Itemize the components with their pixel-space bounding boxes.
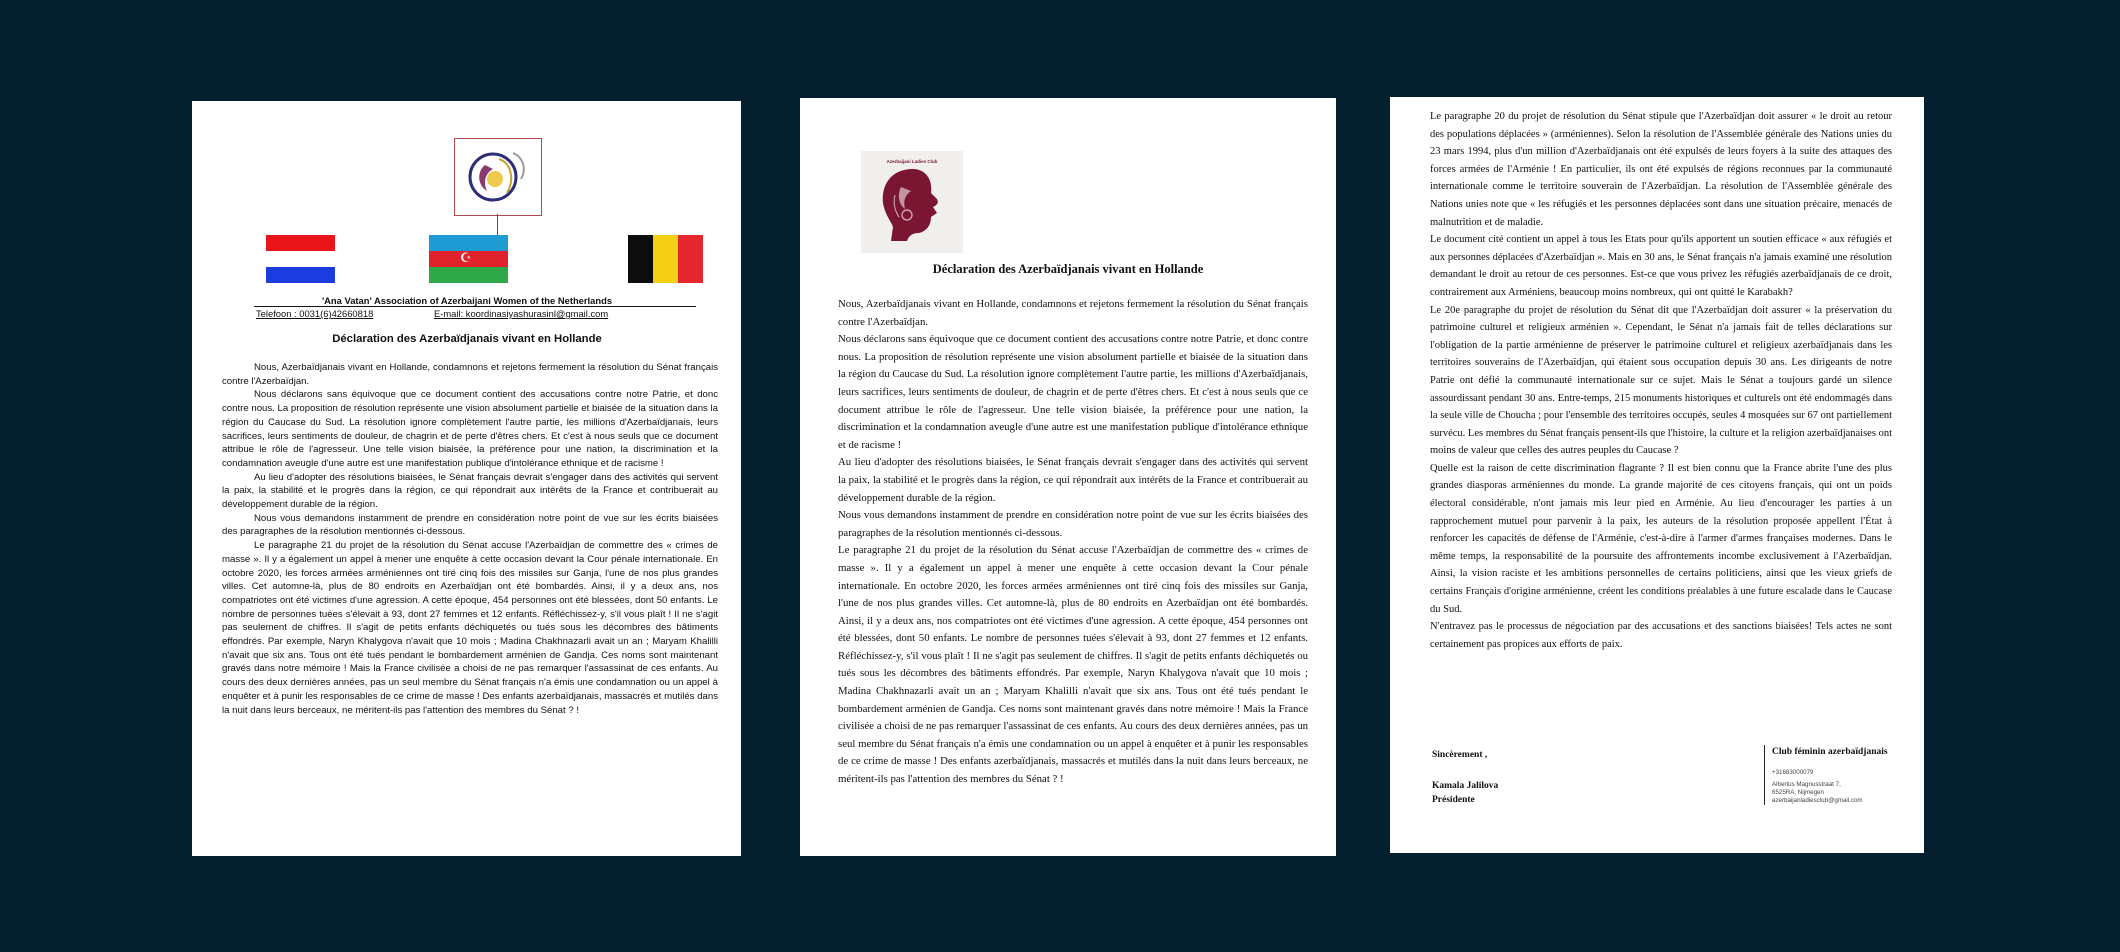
woman-profile-icon — [861, 151, 963, 253]
club-phone: +31683000079 — [1772, 769, 1814, 776]
paragraph: Quelle est la raison de cette discrimination flagrante ? Il est bien connu que la France abrite l'une des plus grandes diasporas arméniennes du monde. La grande majorité de ces citoyens français, qui ont un poids électoral considérable, n'ont jamais mis leur pied en Arménie. Au lieu d'encourager les parties à un rapprochement mutuel pour parvenir à la paix, les auteurs de la résolution proposée appellent l'État à renforcer les capacités de défense de l'Arménie, c'est-à-dire à l'armer d'armes françaises modernes. Dans le même temps, la responsabilité de la poursuite des affrontements incombe exclusivement à l'Azerbaïdjan. Ainsi, la vision raciste et les ambitions personnelles de certains politiciens, ainsi que les vieux griefs de certains Français d'origine arménienne, créent les conditions préalables à une future escalade dans le Caucase du Sud. — [1430, 462, 1892, 615]
phone-number: Telefoon : 0031(6)42660818 — [256, 308, 374, 319]
document-page-2 — [800, 98, 1336, 856]
paragraph: Au lieu d'adopter des résolutions biaisées, le Sénat français devrait s'engager dans des activités qui servent la paix, la stabilité et le progrès dans la région, ce qui répondrait aux intérêts de la France et contribuerait au développement durable de la région. — [222, 471, 718, 511]
logo-caption: Azerbaijani Ladies Club — [886, 159, 938, 164]
closing-salutation: Sincèrement , — [1432, 750, 1488, 760]
signer-role: Présidente — [1432, 795, 1475, 805]
document-title: Déclaration des Azerbaïdjanais vivant en Hollande — [932, 262, 1204, 276]
document-body — [222, 361, 718, 717]
document-title: Déclaration des Azerbaïdjanais vivant en Hollande — [332, 333, 602, 345]
paragraph: Le document cité contient un appel à tous les Etats pour qu'ils apportent un soutien efficace « aux réfugiés et aux personnes déplacées d'Azerbaïdjan ». Mais en 30 ans, le Sénat français n'a jamais examiné une résolution demandant le droit au retour de ces personnes. Est-ce que vous privez les réfugiés azerbaïdjanais de ce droit, contrairement aux Arméniens, beaucoup moins nombreux, qui ont quitté le Karabakh? — [1430, 234, 1892, 298]
email-address: E-mail: koordinasiyashurasinl@gmail.com — [434, 308, 609, 319]
paragraph: Le paragraphe 20 du projet de résolution du Sénat stipule que l'Azerbaïdjan doit assurer « le droit au retour des populations déplacées » (arméniennes). Selon la résolution de l'Assemblée générale des Nations unies du 23 mars 1994, plus d'un million d'Azerbaïdjanais ont été expulsés de leurs foyers à la suite des attaques des forces armées de l'Arménie ! En particulier, ils ont été expulsés de régions reconnues par la communauté internationale comme le territoire souverain de l'Azerbaïdjan. La résolution de l'Assemblée générale des Nations unies note que « les réfugiés et les personnes déplacées sont dans une situation précaire, menacés de malnutrition et de maladie. — [1430, 111, 1892, 228]
ladies-club-logo — [861, 151, 963, 253]
association-logo — [454, 138, 542, 216]
paragraph: Le 20e paragraphe du projet de résolution du Sénat dit que l'Azerbaïdjan doit assurer « la préservation du patrimoine culturel et religieux arménien ». Cependant, le Sénat n'a jamais fait de telles déclarations sur l'obligation de la partie arménienne de préserver le patrimoine culturel et religieux azerbaïdjanais dans les territoires souverains de l'Azerbaïdjan, qui étaient sous occupation depuis 30 ans. Les dirigeants de notre Patrie ont défié la communauté internationale sur ce sujet. Mais le Sénat a toujours gardé un silence assourdissant pendant 30 ans. Entre-temps, 215 monuments historiques et culturels ont été endommagés dans la seule ville de Choucha ; pour l'ensemble des territoires occupés, seules 4 mosquées sur 67 ont partiellement survécu. Les membres du Sénat français pensent-ils que l'histoire, la culture et la religion azerbaïdjanaises ont moins de valeur que celles des autres peuples du Caucase ? — [1430, 304, 1893, 457]
netherlands-flag-icon — [266, 235, 335, 283]
club-address-line-2: 6525RA, Nijmegen — [1772, 789, 1824, 796]
paragraph: Nous vous demandons instamment de prendre en considération notre point de vue sur les écrits biaisées des paragraphes de la résolution mentionnés ci-dessous. — [222, 512, 718, 538]
club-address-line-1: Albertus Magnusstraat 7, — [1772, 781, 1841, 788]
document-body — [1430, 108, 1892, 653]
paragraph: Nous, Azerbaïdjanais vivant en Hollande, condamnons et rejetons fermement la résolution du Sénat français contre l'Azerbaïdjan. — [838, 298, 1308, 328]
paragraph: Nous vous demandons instamment de prendre en considération notre point de vue sur les écrits biaisées des paragraphes de la résolution mentionnés ci-dessous. — [838, 509, 1308, 539]
paragraph: Le paragraphe 21 du projet de la résolution du Sénat accuse l'Azerbaïdjan de commettre des « crimes de masse ». Il y a également un appel à mener une enquête à cette occasion devant la Cour pénale internationale. En octobre 2020, les forces armées arméniennes ont tiré cinq fois des missiles sur Ganja, l'une de nos plus grandes villes. Cet automne-là, plus de 80 endroits en Azerbaïdjan ont été bombardés. Ainsi, il y a deux ans, nos compatriotes ont été victimes d'une agression. A cette époque, 454 personnes ont été blessées, dont 50 enfants. Le nombre de personnes tuées s'élevait à 93, dont 27 femmes et 12 enfants. Réfléchissez-y, s'il vous plaît ! Il ne s'agit pas seulement de chiffres. Il s'agit de petits enfants déchiquetés ou tués sous les décombres des bâtiments effondrés. Par exemple, Naryn Khalygova n'avait que 10 mois ; Madina Chakhnazarli avait un an ; Maryam Khalilli n'avait que six ans. Tous ont été tués pendant le bombardement arménien de Gandja. Ces noms sont maintenant gravés dans notre mémoire ! Mais la France civilisée a choisi de ne pas remarquer l'assassinat de ces enfants. Au cours des deux dernières années, pas un seul membre du Sénat français n'a émis une condamnation ou un appel à enquêter et à punir les responsables de ce crime de masse ! Des enfants azerbaïdjanais, massacrés et mutilés dans la nuit dans leurs berceaux, ne méritent-ils pas l'attention des membres du Sénat ? ! — [222, 540, 718, 716]
club-name: Club féminin azerbaïdjanais — [1772, 747, 1888, 757]
paragraph: N'entravez pas le processus de négociation par des accusations et des sanctions biaisées! Tels actes ne sont certainement pas propices aux efforts de paix. — [1430, 621, 1892, 650]
document-page-1 — [192, 101, 741, 856]
signature-divider — [1764, 745, 1765, 805]
header-rule — [254, 306, 696, 307]
paragraph: Au lieu d'adopter des résolutions biaisées, le Sénat français devrait s'engager dans des activités qui servent la paix, la stabilité et le progrès dans la région, ce qui répondrait aux intérêts de la France et contribuerait au développement durable de la région. — [838, 456, 1308, 504]
logo-connector-line — [497, 214, 498, 235]
azerbaijan-flag-icon: ☪ — [429, 235, 508, 283]
paragraph: Nous déclarons sans équivoque que ce document contient des accusations contre notre Patrie, et donc contre nous. La proposition de résolution représente une vision absolument partielle et biaisée de la situation dans la région du Caucase du Sud. La résolution ignore complètement l'autre partie, les millions d'Azerbaïdjanais, leurs sacrifices, leurs sentiments de douleur, de chagrin et de perte d'êtres chers. Et c'est à nous seuls que ce document attribue le rôle de l'agresseur. Une telle vision biaisée, la préférence pour une nation, la discrimination et la condamnation aveugle d'une autre est une manifestation publique d'intolérance ethnique et de racisme ! — [838, 333, 1308, 451]
club-email: azerbaijanladiesclub@gmail.com — [1772, 797, 1863, 804]
belgium-flag-icon — [628, 235, 703, 283]
document-body — [838, 296, 1308, 789]
signer-name: Kamala Jalilova — [1432, 781, 1499, 791]
paragraph: Le paragraphe 21 du projet de la résolution du Sénat accuse l'Azerbaïdjan de commettre des « crimes de masse ». Il y a également un appel à mener une enquête à cette occasion devant la Cour pénale internationale. En octobre 2020, les forces armées arméniennes ont tiré cinq fois des missiles sur Ganja, l'une de nos plus grandes villes. Cet automne-là, plus de 80 endroits en Azerbaïdjan ont été bombardés. Ainsi, il y a deux ans, nos compatriotes ont été victimes d'une agression. A cette époque, 454 personnes ont été blessées, dont 50 enfants. Le nombre de personnes tuées s'élevait à 93, dont 27 femmes et 12 enfants. Réfléchissez-y, s'il vous plaît ! Il ne s'agit pas seulement de chiffres. Il s'agit de petits enfants déchiquetés ou tués sous les décombres des bâtiments effondrés. Par exemple, Naryn Khalygova n'avait que 10 mois ; Madina Chakhnazarli avait un an ; Maryam Khalilli n'avait que six ans. Tous ont été tués pendant le bombardement arménien de Gandja. Ces noms sont maintenant gravés dans notre mémoire ! Mais la France civilisée a choisi de ne pas remarquer l'assassinat de ces enfants. Au cours des deux dernières années, pas un seul membre du Sénat français n'a émis une condamnation ou un appel à enquêter et à punir les responsables de ce crime de masse ! Des enfants azerbaïdjanais, massacrés et mutilés dans la nuit dans leurs berceaux, ne méritent-ils pas l'attention des membres du Sénat ? ! — [838, 544, 1308, 786]
paragraph: Nous, Azerbaïdjanais vivant en Hollande, condamnons et rejetons fermement la résolution du Sénat français contre l'Azerbaïdjan. — [222, 362, 718, 387]
mother-child-emblem-icon — [455, 139, 541, 215]
paragraph: Nous déclarons sans équivoque que ce document contient des accusations contre notre Patrie, et donc contre nous. La proposition de résolution représente une vision absolument partielle et biaisée de la situation dans la région du Caucase du Sud. La résolution ignore complètement l'autre partie, les millions d'Azerbaïdjanais, leurs sacrifices, leurs sentiments de douleur, de chagrin et de perte d'êtres chers. Et c'est à nous seuls que ce document attribue le rôle de l'agresseur. Une telle vision biaisée, la préférence pour une nation, la discrimination et la condamnation aveugle d'une autre est une manifestation publique d'intolérance ethnique et de racisme ! — [222, 389, 718, 469]
association-name: 'Ana Vatan' Association of Azerbaijani Women of the Netherlands — [321, 295, 613, 306]
document-page-3 — [1390, 97, 1924, 853]
